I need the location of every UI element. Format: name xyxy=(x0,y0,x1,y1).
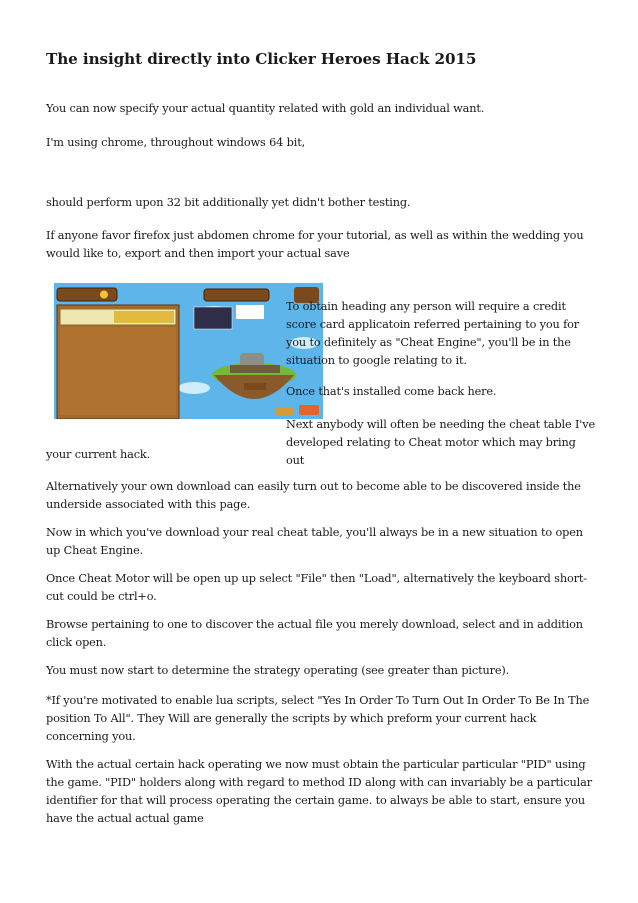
paragraph-pid: With the actual certain hack operating we now must obtain the particular particular "PID" using the game. "PID" holders along with regard to method ID along with can invariably be a particular identifier for that will process operating the certain game. to always be able to start, ensure you have the actual actual game xyxy=(46,758,592,825)
paragraph-chrome: I'm using chrome, throughout windows 64 bit, xyxy=(46,136,306,149)
paragraph-cheat-engine: To obtain heading any person will require a credit score card applicatoin referred pertaining to you for you to definitely as "Cheat Engine", you'll be in the situation to google relating to it. xyxy=(286,300,580,367)
paragraph-browse: Browse pertaining to one to discover the actual file you merely download, select and in addition click open. xyxy=(46,618,583,649)
wrapped-text-block xyxy=(286,298,596,414)
paragraph-firefox: If anyone favor firefox just abdomen chrome for your tutorial, as well as within the wedding you would like to, export and then import your actual save xyxy=(46,229,584,260)
paragraph-32bit: should perform upon 32 bit additionally yet didn't bother testing. xyxy=(46,196,411,209)
paragraph-lua-scripts: *If you're motivated to enable lua scripts, select "Yes In Order To Turn Out In Order To Be In The position To All". They Will are generally the scripts by which preform your current hack concerning you. xyxy=(46,694,590,743)
paragraph-open-cheat-engine: Now in which you've download your real cheat table, you'll always be in a new situation to open up Cheat Engine. xyxy=(46,526,583,557)
paragraph-strategy: You must now start to determine the strategy operating (see greater than picture). xyxy=(46,664,510,677)
paragraph-load-file: Once Cheat Motor will be open up up select "File" then "Load", alternatively the keyboard short-cut could be ctrl+o. xyxy=(46,572,587,603)
game-screenshot-image xyxy=(54,283,323,419)
paragraph-cheat-table-tail: your current hack. xyxy=(46,448,151,461)
paragraph-installed: Once that's installed come back here. xyxy=(286,385,497,398)
paragraph-cheat-table: Next anybody will often be needing the cheat table I've developed relating to Cheat motor which may bring out xyxy=(286,418,596,467)
paragraph-gold-quantity: You can now specify your actual quantity related with gold an individual want. xyxy=(46,102,485,115)
page-title: The insight directly into Clicker Heroes Hack 2015 xyxy=(46,50,477,68)
game-screenshot-graphic xyxy=(54,283,323,419)
paragraph-download: Alternatively your own download can easily turn out to become able to be discovered inside the underside associated with this page. xyxy=(46,480,581,511)
